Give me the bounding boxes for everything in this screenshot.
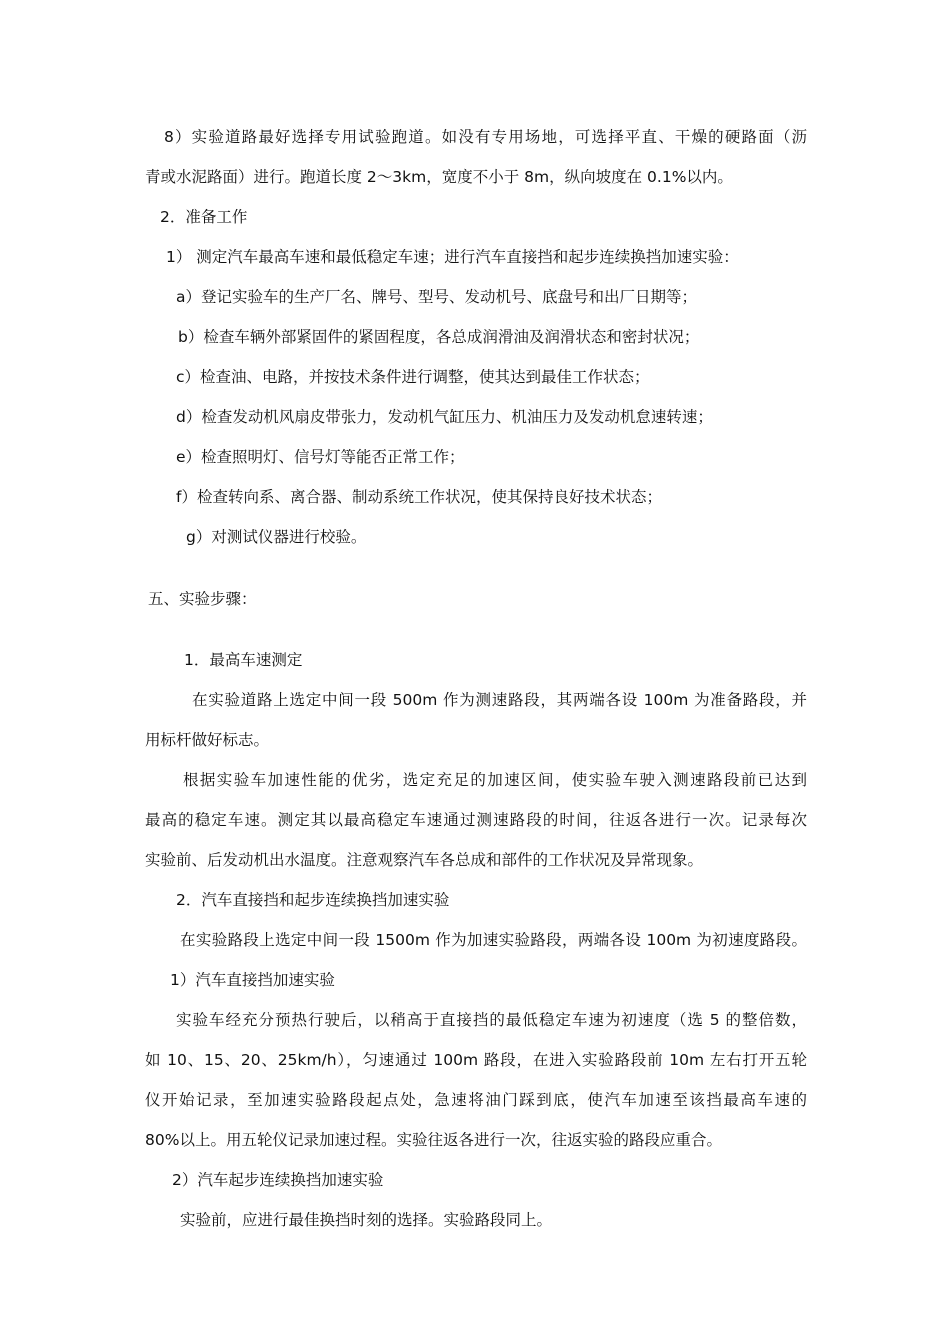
- paragraph-line: 80%以上。用五轮仪记录加速过程。实验往返各进行一次，往返实验的路段应重合。: [145, 1131, 722, 1149]
- paragraph-line: 如 10、15、20、25km/h），匀速通过 100m 路段，在进入实验路段前 10m 左右打开五轮: [145, 1051, 807, 1069]
- paragraph-line: 8）实验道路最好选择专用试验跑道。如没有专用场地，可选择平直、干燥的硬路面（沥: [164, 128, 807, 146]
- paragraph-line: 最高的稳定车速。测定其以最高稳定车速通过测速路段的时间，往返各进行一次。记录每次: [145, 811, 807, 829]
- paragraph-line: 青或水泥路面）进行。跑道长度 2～3km，宽度不小于 8m，纵向坡度在 0.1%以内。: [145, 168, 733, 186]
- section-heading: 五、实验步骤：: [148, 590, 257, 608]
- paragraph-line: 实验前，应进行最佳换挡时刻的选择。实验路段同上。: [180, 1211, 553, 1229]
- paragraph-line: 在实验道路上选定中间一段 500m 作为测速路段，其两端各设 100m 为准备路段，并: [192, 691, 807, 709]
- paragraph-line: 在实验路段上选定中间一段 1500m 作为加速实验路段，两端各设 100m 为初速度路段。: [180, 931, 807, 949]
- list-item: f）检查转向系、离合器、制动系统工作状况，使其保持良好技术状态；: [176, 488, 662, 506]
- section-heading: 2．准备工作: [160, 208, 248, 226]
- list-item: e）检查照明灯、信号灯等能否正常工作；: [176, 448, 465, 466]
- subsection-heading: 1．最高车速测定: [184, 651, 303, 669]
- list-item: b）检查车辆外部紧固件的紧固程度，各总成润滑油及润滑状态和密封状况；: [178, 328, 700, 346]
- paragraph-line: 仪开始记录，至加速实验路段起点处，急速将油门踩到底，使汽车加速至该挡最高车速的: [145, 1091, 807, 1109]
- list-item: d）检查发动机风扇皮带张力，发动机气缸压力、机油压力及发动机怠速转速；: [176, 408, 713, 426]
- list-item: a）登记实验车的生产厂名、牌号、型号、发动机号、底盘号和出厂日期等；: [176, 288, 698, 306]
- paragraph-line: 用标杆做好标志。: [145, 731, 270, 749]
- list-item: c）检查油、电路，并按技术条件进行调整，使其达到最佳工作状态；: [176, 368, 650, 386]
- subsection-heading: 2．汽车直接挡和起步连续换挡加速实验: [176, 891, 450, 909]
- paragraph-line: 实验车经充分预热行驶后，以稍高于直接挡的最低稳定车速为初速度（选 5 的整倍数，: [176, 1011, 807, 1029]
- list-item: 2）汽车起步连续换挡加速实验: [172, 1171, 384, 1189]
- list-item: 1）汽车直接挡加速实验: [170, 971, 335, 989]
- list-item: 1） 测定汽车最高车速和最低稳定车速；进行汽车直接挡和起步连续换挡加速实验：: [166, 248, 739, 266]
- paragraph-line: 根据实验车加速性能的优劣，选定充足的加速区间，使实验车驶入测速路段前已达到: [183, 771, 807, 789]
- list-item: g）对测试仪器进行校验。: [186, 528, 367, 546]
- paragraph-line: 实验前、后发动机出水温度。注意观察汽车各总成和部件的工作状况及异常现象。: [145, 851, 704, 869]
